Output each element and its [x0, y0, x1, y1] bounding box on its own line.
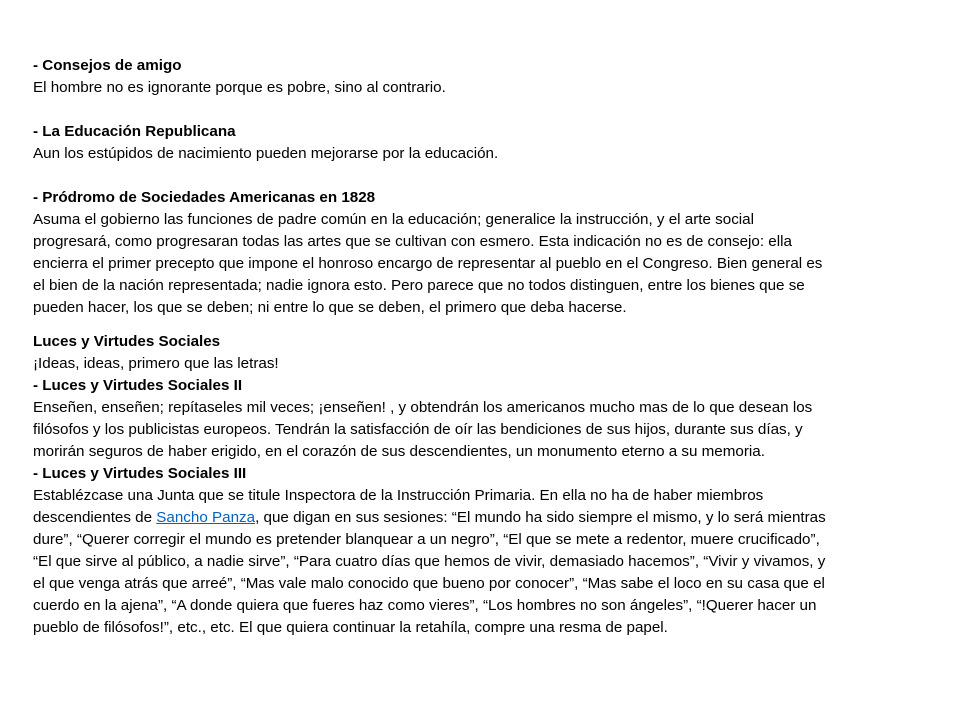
section-heading: - Consejos de amigo	[33, 57, 182, 74]
section-luces	[33, 331, 933, 375]
section-text: Aun los estúpidos de nacimiento pueden mejorarse por la educación.	[33, 145, 499, 162]
paragraph-line: pueblo de filósofos!”, etc., etc. El que quiera continuar la retahíla, compre una resma de papel.	[33, 619, 668, 636]
section-prodromo	[33, 187, 933, 319]
section-text: ¡Ideas, ideas, primero que las letras!	[33, 355, 279, 372]
section-text: El hombre no es ignorante porque es pobre, sino al contrario.	[33, 79, 446, 96]
paragraph-line: el que venga atrás que arreé”, “Mas vale malo conocido que bueno por conocer”, “Mas sabe el loco en su casa que el	[33, 575, 825, 592]
text-after-link: , que digan en sus sesiones: “El mundo ha sido siempre el mismo, y lo será mientras	[255, 509, 826, 526]
section-consejos	[33, 55, 933, 99]
paragraph-line: Establézcase una Junta que se titule Inspectora de la Instrucción Primaria. En ella no ha de haber miembros	[33, 487, 764, 504]
paragraph-line: Asuma el gobierno las funciones de padre común en la educación; generalice la instrucción, y el arte social	[33, 211, 754, 228]
paragraph-line-with-link	[33, 507, 933, 529]
paragraph-line: Enseñen, enseñen; repítaseles mil veces; ¡enseñen! , y obtendrán los americanos mucho mas de lo que desean los	[33, 399, 813, 416]
paragraph-line: pueden hacer, los que se deben; ni entre lo que se deben, el primero que deba hacerse.	[33, 299, 627, 316]
paragraph-line: encierra el primer precepto que impone el honroso encargo de representar al pueblo en el Congreso. Bien general es	[33, 255, 823, 272]
section-heading: - Pródromo de Sociedades Americanas en 1828	[33, 189, 376, 206]
section-heading: Luces y Virtudes Sociales	[33, 333, 221, 350]
section-luces-2	[33, 375, 933, 463]
paragraph-line: progresará, como progresaran todas las artes que se cultivan con esmero. Esta indicación no es de consejo: ella	[33, 233, 792, 250]
paragraph-line: cuerdo en la ajena”, “A donde quiera que fueres haz como vieres”, “Los hombres no son ángeles”, “!Querer hacer un	[33, 597, 817, 614]
paragraph-line: dure”, “Querer corregir el mundo es pretender blanquear a un negro”, “El que se mete a redentor, muere crucificado”,	[33, 531, 820, 548]
document-page	[33, 55, 933, 639]
sancho-panza-link[interactable]: Sancho Panza	[156, 509, 256, 526]
section-luces-3	[33, 463, 933, 639]
section-heading: - Luces y Virtudes Sociales II	[33, 377, 243, 394]
section-heading: - La Educación Republicana	[33, 123, 236, 140]
section-educacion	[33, 121, 933, 165]
text-before-link: descendientes de	[33, 509, 157, 526]
paragraph-line: filósofos y los publicistas europeos. Tendrán la satisfacción de oír las bendiciones de sus hijos, durante sus días, y	[33, 421, 803, 438]
paragraph-line: el bien de la nación representada; nadie ignora esto. Pero parece que no todos distinguen, entre los bienes que se	[33, 277, 805, 294]
paragraph-line: morirán seguros de haber erigido, en el corazón de sus descendientes, un monumento eterno a su memoria.	[33, 443, 765, 460]
section-heading: - Luces y Virtudes Sociales III	[33, 465, 247, 482]
paragraph-line: “El que sirve al público, a nadie sirve”, “Para cuatro días que hemos de vivir, demasiado hacemos”, “Vivir y vivamos, y	[33, 553, 826, 570]
